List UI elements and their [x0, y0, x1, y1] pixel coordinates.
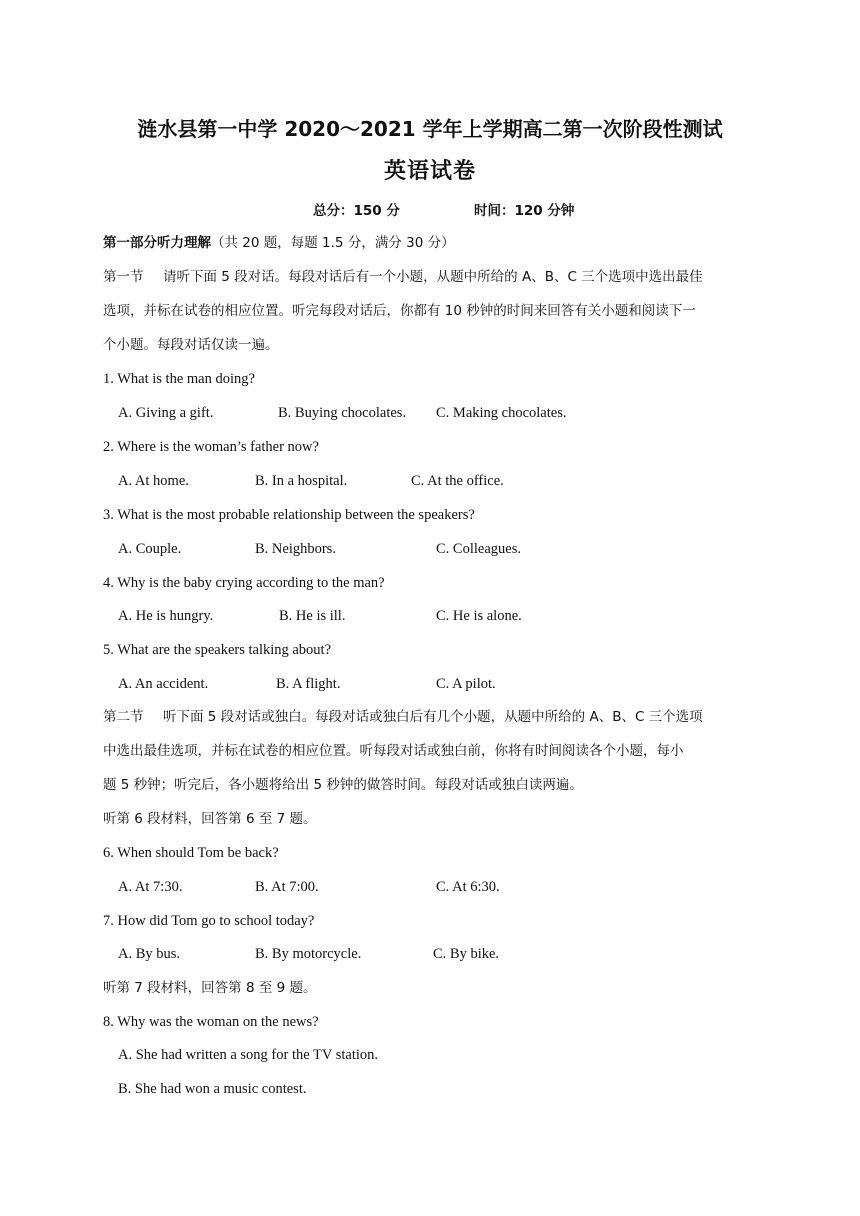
q3-option-b: B. Neighbors. [255, 541, 336, 557]
section2-instructions-3: 题 5 秒钟；听完后，各小题将给出 5 秒钟的做答时间。每段对话或独白读两遍。 [103, 777, 583, 793]
section2-label: 第二节 [103, 709, 144, 725]
section1-instructions-1: 请听下面 5 段对话。每段对话后有一个小题，从题中所给的 A、B、C 三个选项中选出最佳 [163, 269, 703, 285]
part1-heading-line [103, 233, 455, 253]
section1-label: 第一节 [103, 269, 144, 285]
question-6: 6. When should Tom be back? [103, 845, 279, 861]
exam-subject: 英语试卷 [383, 158, 476, 184]
q2-option-a: A. At home. [118, 473, 189, 489]
material-6-instruction: 听第 6 段材料，回答第 6 至 7 题。 [103, 811, 317, 827]
part1-heading: 第一部分听力理解 [103, 235, 211, 251]
q4-option-a: A. He is hungry. [118, 608, 214, 624]
question-3: 3. What is the most probable relationship between the speakers? [103, 507, 475, 523]
q8-option-a: A. She had written a song for the TV station. [118, 1047, 379, 1063]
q7-option-b: B. By motorcycle. [255, 946, 362, 962]
q7-option-a: A. By bus. [118, 946, 181, 962]
question-7: 7. How did Tom go to school today? [103, 913, 315, 929]
q6-option-a: A. At 7:30. [118, 879, 183, 895]
part1-heading-note: （共 20 题，每题 1.5 分，满分 30 分） [211, 235, 455, 251]
question-5: 5. What are the speakers talking about? [103, 642, 332, 658]
q5-option-a: A. An accident. [118, 676, 209, 692]
q6-option-b: B. At 7:00. [255, 879, 319, 895]
section1-instructions-3: 个小题。每段对话仅读一遍。 [103, 337, 279, 353]
q1-option-a: A. Giving a gift. [118, 405, 214, 421]
section1-instructions-2: 选项，并标在试卷的相应位置。听完每段对话后，你都有 10 秒钟的时间来回答有关小题和阅读下一 [103, 303, 696, 319]
q5-option-b: B. A flight. [276, 676, 341, 692]
q1-option-c: C. Making chocolates. [436, 405, 567, 421]
section2-instructions-2: 中选出最佳选项，并标在试卷的相应位置。听每段对话或独白前，你将有时间阅读各个小题，每小 [103, 743, 684, 759]
exam-title: 涟水县第一中学 2020～2021 学年上学期高二第一次阶段性测试 [137, 117, 723, 141]
q5-option-c: C. A pilot. [436, 676, 496, 692]
q4-option-b: B. He is ill. [279, 608, 346, 624]
q2-option-b: B. In a hospital. [255, 473, 348, 489]
q6-option-c: C. At 6:30. [436, 879, 500, 895]
material-7-instruction: 听第 7 段材料，回答第 8 至 9 题。 [103, 980, 317, 996]
question-8: 8. Why was the woman on the news? [103, 1014, 319, 1030]
q4-option-c: C. He is alone. [436, 608, 522, 624]
total-score: 总分：150 分 [313, 203, 400, 219]
q3-option-a: A. Couple. [118, 541, 182, 557]
q2-option-c: C. At the office. [411, 473, 504, 489]
q1-option-b: B. Buying chocolates. [278, 405, 407, 421]
exam-time: 时间：120 分钟 [474, 203, 575, 219]
question-4: 4. Why is the baby crying according to the man? [103, 575, 385, 591]
q7-option-c: C. By bike. [433, 946, 500, 962]
question-2: 2. Where is the woman’s father now? [103, 439, 319, 455]
question-1: 1. What is the man doing? [103, 371, 255, 387]
section2-instructions-1: 听下面 5 段对话或独白。每段对话或独白后有几个小题，从题中所给的 A、B、C 三个选项 [163, 709, 703, 725]
q3-option-c: C. Colleagues. [436, 541, 521, 557]
q8-option-b: B. She had won a music contest. [118, 1081, 307, 1097]
